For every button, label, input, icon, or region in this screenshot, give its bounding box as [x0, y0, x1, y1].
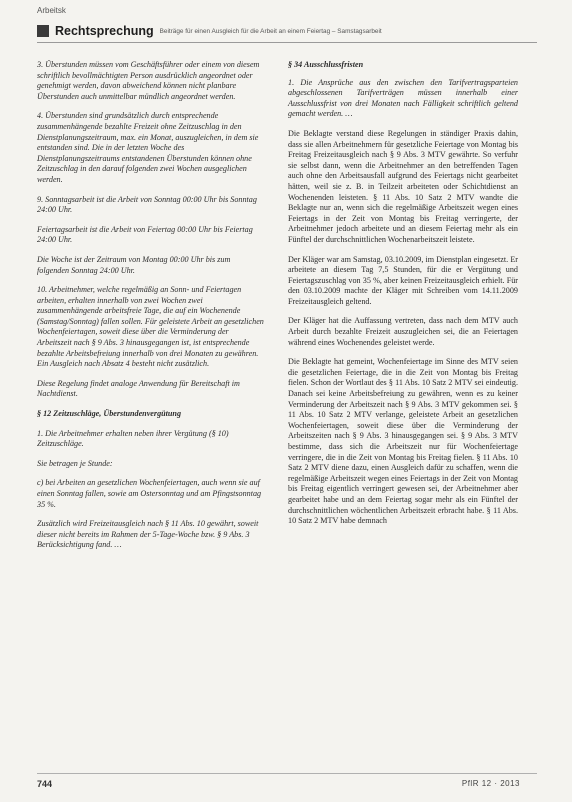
section-heading: § 12 Zeitzuschläge, Überstundenvergütung: [37, 409, 182, 419]
paragraph: 9. Sonntagsarbeit ist die Arbeit von Sonntag 00:00 Uhr bis Sonntag 24:00 Uhr.: [37, 194, 257, 215]
paragraph: 3. Überstunden müssen vom Geschäftsführer oder einem von diesem schriftlich bevollmächtigten Person ausdrücklich angeordnet oder genehmigt werden, davon abweichend können nicht planbare Überstunden auch unmittelbar mündlich angeordnet werden.: [37, 60, 260, 101]
paragraph: 10. Arbeitnehmer, welche regelmäßig an Sonn- und Feiertagen arbeiten, erhalten innerhalb von zwei Wochen zwei zusammenhängende arbeitsfreie Tage, die auf ein Wochenende (Samstag/Sonntag) fallen sollen. Für geleistete Arbeit an gesetzlichen Wochenfeiertagen, soweit diese über die Verminderung der Arbeitszeit nach § 9 Abs. 3 hinausgegangen ist, ist entsprechende bezahlte Arbeitsbefreiung innerhalb von drei Monaten zu gewähren. Ein Ausgleich nach Absatz 4 besteht nicht zusätzlich.: [37, 285, 264, 369]
footer-divider: [37, 773, 537, 774]
section-heading: § 34 Ausschlussfristen: [288, 60, 364, 69]
header-divider: [37, 42, 537, 43]
header-marker-square: [37, 25, 49, 37]
header-subtitle: Beiträge für einen Ausgleich für die Arbeit an einem Feiertag – Samstagsarbeit: [159, 27, 382, 35]
section-tag: Arbeitsk: [37, 6, 66, 15]
paragraph: Die Beklagte verstand diese Regelungen in ständiger Praxis dahin, dass sie allen Arbeitnehmern für gesetzliche Feiertage von Montag bis Freitag Freizeitausgleich nach § 9 Abs. 3 MTV gewährte. So verfuhr sie selbst dann, wenn die Arbeitnehmer an den betreffenden Tagen auch ohne den Arbeitsausfall aufgrund des Feiertags nicht gearbeitet hätten, weil sie z. B. in Teilzeit arbeiteten oder Schichtdienst an Wochenenden leisteten. § 11 Abs. 10 Satz 2 MTV wandte die Beklagte nur an, wenn sich die regelmäßige Arbeitszeit wegen eines Feiertags in der Zeit von Montag bis Freitag verringerte, der Arbeitnehmer jedoch arbeitete und an diesem Feiertag mehr als ein Fünftel der durchschnittlichen Wochenarbeitszeit leistete.: [288, 128, 518, 244]
paragraph: Die Beklagte hat gemeint, Wochenfeiertage im Sinne des MTV seien die gesetzlichen Feiertage, die in die Zeit von Montag bis Freitag fielen. Schon der Wortlaut des § 11 Abs. 10 Satz 2 MTV sei eindeutig. Danach sei keine Arbeitsbefreiung zu gewähren, wenn es zu keiner Verminderung der Arbeitszeit nach § 9 Abs. 3 MTV gekommen sei. § 11 Abs. 10 Satz 2 MTV verlange, geleistete Arbeit an gesetzlichen Wochenfeiertagen, soweit diese über die Verminderung der Arbeitszeiten nach § 9 Abs. 3 hinausgegangen sei. § 9 Abs. 3 MTV bestimme, dass sich die Arbeitszeit nur für Wochenfeiertage verringere, die in die Zeit von Montag bis Freitag fielen. § 11 Abs. 10 Satz 2 MTV diene dazu, einen Ausgleich dafür zu schaffen, wenn die regelmäßige Arbeitszeit wegen eines Feiertags in der Zeit von Montag bis Freitag eigentlich verringert gewesen sei, der Arbeitnehmer aber gearbeitet habe und an dem Feiertag sogar mehr als ein Fünftel der durchschnittlichen wöchentlichen Arbeitszeit erbracht habe. § 11 Abs. 10 Satz 2 MTV habe demnach: [288, 357, 518, 526]
paragraph: Feiertagsarbeit ist die Arbeit von Feiertag 00:00 Uhr bis Feiertag 24:00 Uhr.: [37, 224, 253, 245]
paragraph: Diese Regelung findet analoge Anwendung für Bereitschaft im Nachtdienst.: [37, 378, 240, 399]
paragraph: Die Woche ist der Zeitraum von Montag 00:00 Uhr bis zum folgenden Sonntag 24:00 Uhr.: [37, 254, 231, 275]
paragraph: Der Kläger war am Samstag, 03.10.2009, im Dienstplan eingesetzt. Er arbeitete an diesem Tag 7,5 Stunden, für die er Vergütung und Feiertagszuschlag von 35 %, aber keinen Freizeitausgleich erhielt. Für den 03.10.2009 machte der Kläger mit Schreiben vom 14.11.2009 Freizeitausgleich geltend.: [288, 254, 518, 306]
page-header: [37, 22, 537, 40]
header-title: Rechtsprechung: [55, 24, 154, 38]
left-column: [37, 60, 264, 560]
paragraph: c) bei Arbeiten an gesetzlichen Wochenfeiertagen, auch wenn sie auf einen Sonntag fallen, sowie am Ostersonntag und am Pfingstsonntag 35 %.: [37, 478, 262, 509]
issue-label: PflR 12 · 2013: [461, 779, 520, 788]
page-number: 744: [37, 779, 53, 789]
paragraph: Zusätzlich wird Freizeitausgleich nach § 11 Abs. 10 gewährt, soweit dieser nicht bereits im Rahmen der 5-Tage-Woche bzw. § 9 Abs. 3 Berücksichtigung fand. …: [37, 519, 259, 550]
paragraph: Der Kläger hat die Auffassung vertreten, dass nach dem MTV auch Arbeit durch bezahlte Freizeit auszugleichen sei, die an Feiertagen während eines Wochenendes geleistet werde.: [288, 316, 518, 347]
paragraph: Sie betragen je Stunde:: [37, 458, 113, 468]
paragraph: 1. Die Arbeitnehmer erhalten neben ihrer Vergütung (§ 10) Zeitzuschläge.: [37, 428, 229, 449]
paragraph: 4. Überstunden sind grundsätzlich durch entsprechende zusammenhängende bezahlte Freizeit ohne Zeitzuschlag in den Dienstplanungszeitraum, max. ein Monat, auszugleichen, in dem sie entstanden sind. Die in der letzten Woche des Dienstplanungszeitraums entstandenen Überstunden können ohne Zeitzuschlag in den darauf folgenden zwei Wochen ausgeglichen werden.: [37, 111, 259, 184]
right-column: [288, 60, 518, 536]
paragraph: 1. Die Ansprüche aus den zwischen den Tarifvertragsparteien abgeschlossenen Tarifverträgen müssen innerhalb einer Ausschlussfrist von drei Monaten nach Fälligkeit schriftlich geltend gemacht werden. …: [288, 77, 518, 119]
